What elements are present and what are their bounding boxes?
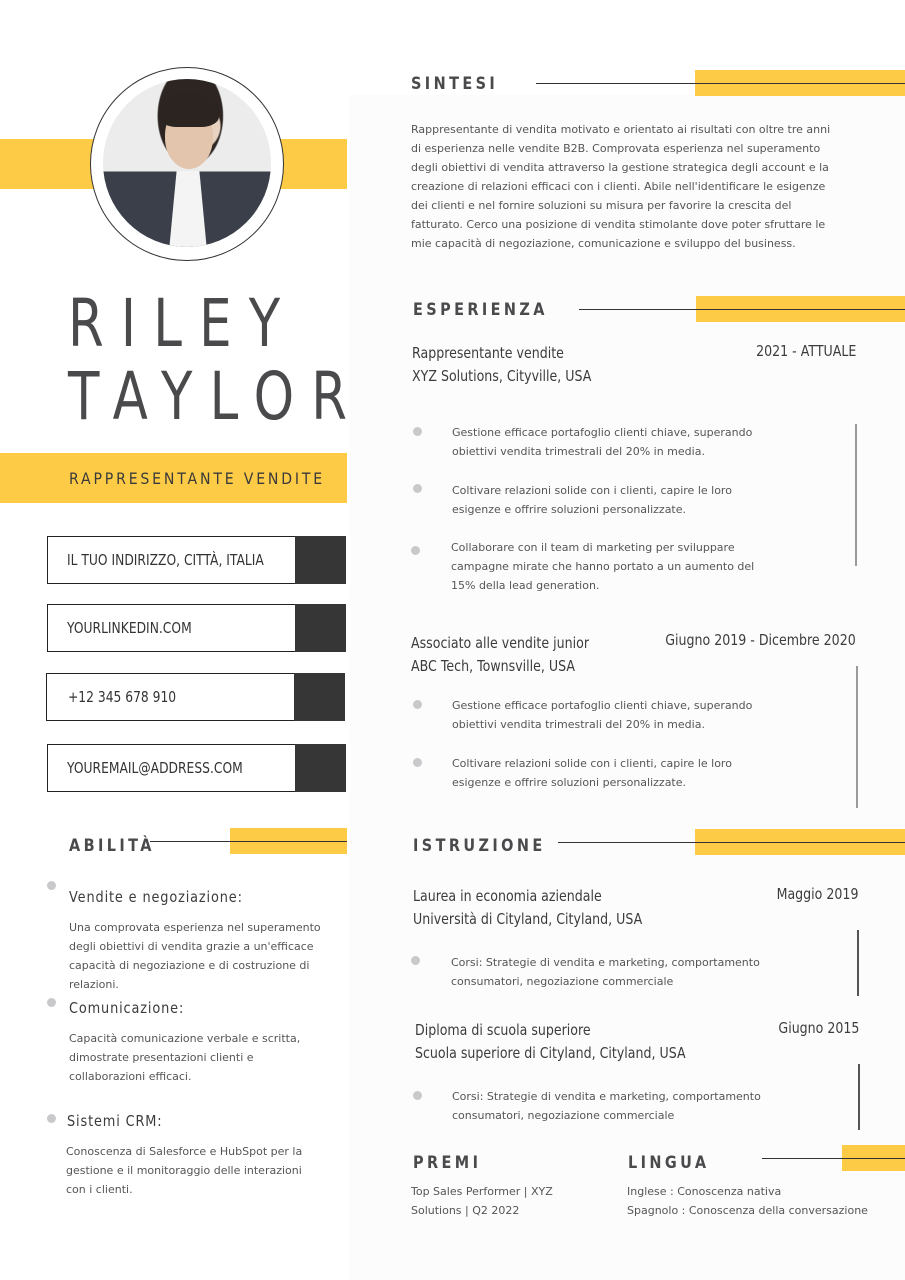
language-item: Spagnolo : Conoscenza della conversazione	[627, 1204, 868, 1217]
contact-email-text[interactable]: YOUREMAIL@ADDRESS.COM	[67, 759, 243, 777]
contact-address-text: IL TUO INDIRIZZO, CITTÀ, ITALIA	[67, 551, 264, 569]
job-bullet: Coltivare relazioni solide con i clienti, capire le loro esigenze e offrire soluzioni personalizzate.	[452, 484, 732, 516]
degree-date: Maggio 2019	[776, 885, 858, 903]
phone-icon	[294, 673, 345, 721]
job-company: ABC Tech, Townsville, USA	[411, 657, 575, 675]
skill-bullet-icon	[47, 998, 56, 1007]
job-company: XYZ Solutions, Cityville, USA	[412, 367, 592, 385]
skill-name: Sistemi CRM:	[67, 1112, 163, 1130]
languages-rule	[762, 1158, 905, 1159]
bullet-dot-icon	[413, 427, 422, 436]
course-list: Corsi: Strategie di vendita e marketing, comportamento consumatori, negoziazione commerciale	[451, 956, 760, 988]
timeline-line	[855, 424, 857, 566]
course-list: Corsi: Strategie di vendita e marketing, comportamento consumatori, negoziazione commerciale	[452, 1090, 761, 1122]
summary-text: Rappresentante di vendita motivato e orientato ai risultati con oltre tre anni di esperienza nelle vendite B2B. Comprovata esperienza nel superamento degli obiettivi di vendita attraverso la gestione strategica degli account e la creazione di relazioni efficaci con i clienti. Abile nell'identificare le esigenze dei clienti e nel fornire soluzioni su misura per favorire la crescita del fatturato. Cerco una posizione di vendita stimolante dove poter sfruttare le mie capacità di negoziazione, comunicazione e sviluppo del business.	[411, 123, 831, 250]
bullet-dot-icon	[413, 484, 422, 493]
contact-linkedin-text[interactable]: YOURLINKEDIN.COM	[67, 619, 192, 637]
experience-rule	[579, 309, 905, 310]
summary-title: SINTESI	[411, 74, 499, 94]
experience-title: ESPERIENZA	[413, 300, 548, 320]
timeline-line	[856, 666, 858, 808]
location-icon	[295, 536, 346, 584]
contact-linkedin	[47, 604, 345, 652]
awards-text: Top Sales Performer | XYZ Solutions | Q2 2022	[411, 1185, 553, 1217]
language-item: Inglese : Conoscenza nativa	[627, 1185, 782, 1198]
photo-shirt	[169, 171, 207, 247]
profile-photo	[103, 79, 271, 247]
degree-date: Giugno 2015	[777, 1019, 859, 1037]
job-dates: Giugno 2019 - Dicembre 2020	[665, 631, 856, 649]
skill-bullet-icon	[47, 1114, 56, 1123]
education-title: ISTRUZIONE	[413, 836, 546, 856]
job-title: RAPPRESENTANTE VENDITE	[69, 469, 326, 488]
linkedin-icon	[295, 604, 346, 652]
skill-name: Vendite e negoziazione:	[69, 888, 243, 906]
contact-phone	[46, 673, 344, 721]
first-name: RILEY	[68, 285, 298, 362]
school-name: Università di Cityland, Cityland, USA	[413, 910, 643, 928]
skill-desc: Conoscenza di Salesforce e HubSpot per la gestione e il monitoraggio delle interazioni con i clienti.	[66, 1145, 303, 1196]
contact-phone-text: +12 345 678 910	[68, 688, 177, 706]
last-name: TAYLOR	[68, 358, 365, 435]
job-bullet: Gestione efficace portafoglio clienti chiave, superando obiettivi vendita trimestrali del 20% in media.	[452, 699, 753, 731]
school-name: Scuola superiore di Cityland, Cityland, USA	[415, 1044, 686, 1062]
bullet-dot-icon	[413, 1091, 422, 1100]
languages-title: LINGUA	[628, 1153, 710, 1173]
skill-desc: Una comprovata esperienza nel superamento degli obiettivi di vendita grazie a un'efficace capacità di negoziazione e di costruzione di relazioni.	[69, 921, 321, 991]
skill-bullet-icon	[47, 881, 56, 890]
job-role: Associato alle vendite junior	[411, 634, 590, 652]
photo-hair	[159, 93, 219, 127]
timeline-line	[858, 1064, 860, 1130]
job-bullet: Collaborare con il team di marketing per sviluppare campagne mirate che hanno portato a un aumento del 15% della lead generation.	[451, 541, 755, 592]
summary-rule	[536, 83, 905, 84]
bullet-dot-icon	[411, 956, 420, 965]
education-rule	[558, 842, 905, 843]
contact-address	[47, 536, 345, 584]
skill-name: Comunicazione:	[69, 999, 185, 1017]
contact-email	[47, 744, 345, 792]
degree-name: Laurea in economia aziendale	[413, 887, 602, 905]
skills-rule	[150, 841, 347, 842]
job-bullet: Gestione efficace portafoglio clienti chiave, superando obiettivi vendita trimestrali del 20% in media.	[452, 426, 753, 458]
skills-title: ABILITÀ	[69, 836, 155, 856]
job-dates: 2021 - ATTUALE	[755, 342, 856, 360]
email-icon	[295, 744, 346, 792]
awards-title: PREMI	[413, 1153, 482, 1173]
bullet-dot-icon	[411, 546, 420, 555]
skill-desc: Capacità comunicazione verbale e scritta, dimostrate presentazioni clienti e collaborazioni efficaci.	[69, 1032, 301, 1083]
job-bullet: Coltivare relazioni solide con i clienti, capire le loro esigenze e offrire soluzioni personalizzate.	[452, 757, 732, 789]
bullet-dot-icon	[413, 700, 422, 709]
timeline-line	[857, 930, 859, 996]
bullet-dot-icon	[413, 758, 422, 767]
degree-name: Diploma di scuola superiore	[415, 1021, 591, 1039]
job-role: Rappresentante vendite	[412, 344, 564, 362]
